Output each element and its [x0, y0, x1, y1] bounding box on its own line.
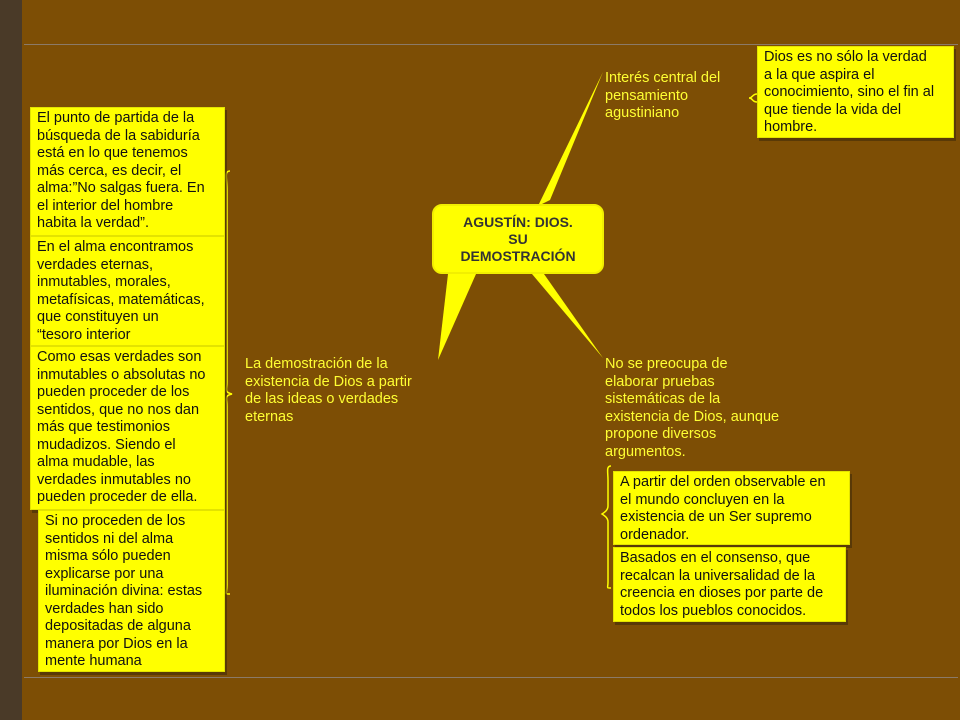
- box-verdades-eternas: En el alma encontramos verdades eternas, inmutables, morales, metafísicas, matemáticas, que constituyen un “tesoro interior: [30, 236, 225, 346]
- central-topic-line-2: SU: [508, 230, 528, 247]
- label-no-preocupa: No se preocupa de elaborar pruebas sistemáticas de la existencia de Dios, aunque propone diversos argumentos.: [605, 356, 780, 460]
- box-verdades-inmutables: Como esas verdades son inmutables o absolutas no pueden proceder de los sentidos, que no nos dan más que testimonios mudadizos. Siendo el alma mudable, las verdades inmutables no pueden proceder de ella.: [30, 346, 225, 510]
- branch-top-right: [538, 72, 603, 206]
- branch-left: [438, 274, 476, 360]
- central-topic-line-1: AGUSTÍN: DIOS.: [463, 213, 573, 230]
- label-interes-central: Interés central del pensamiento agustiniano: [605, 70, 721, 121]
- branch-bottom-right: [532, 274, 603, 358]
- box-orden-observable: A partir del orden observable en el mundo concluyen en la existencia de un Ser supremo ordenador.: [613, 471, 850, 545]
- brace-left: [226, 171, 232, 594]
- box-consenso: Basados en el consenso, que recalcan la universalidad de la creencia en dioses por parte de todos los pueblos conocidos.: [613, 547, 846, 622]
- box-iluminacion-divina: Si no proceden de los sentidos ni del alma misma sólo pueden explicarse por una iluminación divina: estas verdades han sido depositadas de alguna manera por Dios en la mente humana: [38, 510, 225, 672]
- brace-bottom-right: [602, 466, 611, 588]
- central-topic-line-3: DEMOSTRACIÓN: [460, 247, 576, 264]
- box-dios-verdad: Dios es no sólo la verdad a la que aspira el conocimiento, sino el fin al que tiende la vida del hombre.: [757, 46, 954, 138]
- label-demostracion: La demostración de la existencia de Dios a partir de las ideas o verdades eternas: [245, 356, 412, 425]
- brace-top-right: [749, 94, 757, 102]
- box-punto-partida: El punto de partida de la búsqueda de la sabiduría está en lo que tenemos más cerca, es decir, el alma:”No salgas fuera. En el interior del hombre habita la verdad”.: [30, 107, 225, 236]
- central-topic: [432, 204, 604, 274]
